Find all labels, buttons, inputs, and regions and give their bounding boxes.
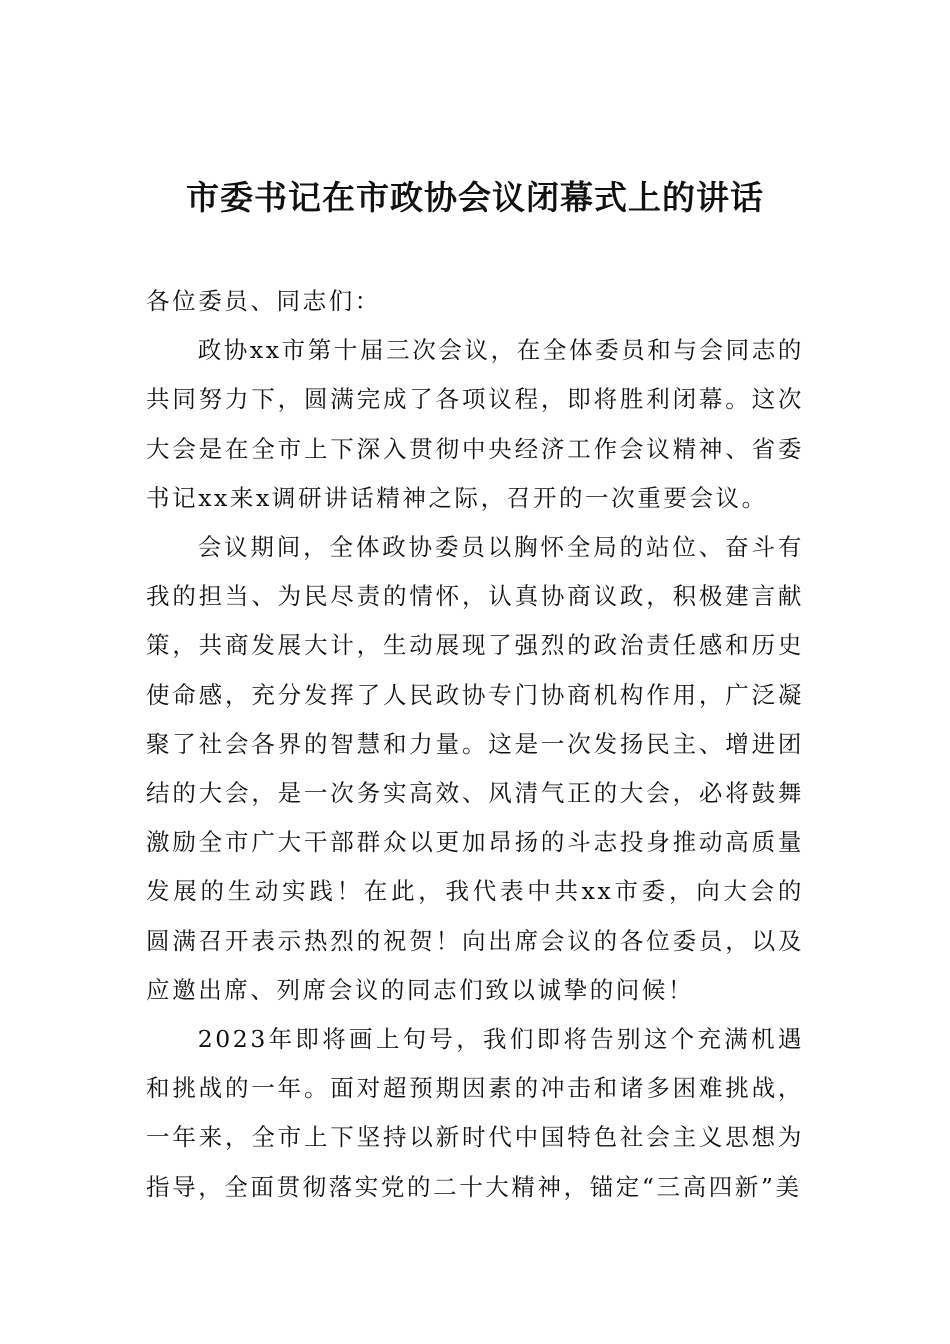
document-body [146,277,804,1212]
paragraph-2: 会议期间，全体政协委员以胸怀全局的站位、奋斗有我的担当、为民尽责的情怀，认真协商议政，积极建言献策，共商发展大计，生动展现了强烈的政治责任感和历史使命感，充分发挥了人民政协专门协商机构作用，广泛凝聚了社会各界的智慧和力量。这是一次发扬民主、增进团结的大会，是一次务实高效、风清气正的大会，必将鼓舞激励全市广大干部群众以更加昂扬的斗志投身推动高质量发展的生动实践！在此，我代表中共xx市委，向大会的圆满召开表示热烈的祝贺！向出席会议的各位委员，以及应邀出席、列席会议的同志们致以诚挚的问候！ [146,533,804,1004]
document-title: 市委书记在市政协会议闭幕式上的讲话 [186,178,764,217]
paragraph-3: 2023年即将画上句号，我们即将告别这个充满机遇和挑战的一年。面对超预期因素的冲击和诸多困难挑战，一年来，全市上下坚持以新时代中国特色社会主义思想为指导，全面贯彻落实党的二十大精神，锚定“三高四新”美 [146,1025,804,1201]
salutation: 各位委员、同志们： [146,287,381,315]
paragraph-1: 政协xx市第十届三次会议，在全体委员和与会同志的共同努力下，圆满完成了各项议程，即将胜利闭幕。这次大会是在全市上下深入贯彻中央经济工作会议精神、省委书记xx来x调研讲话精神之际，召开的一次重要会议。 [146,336,804,512]
